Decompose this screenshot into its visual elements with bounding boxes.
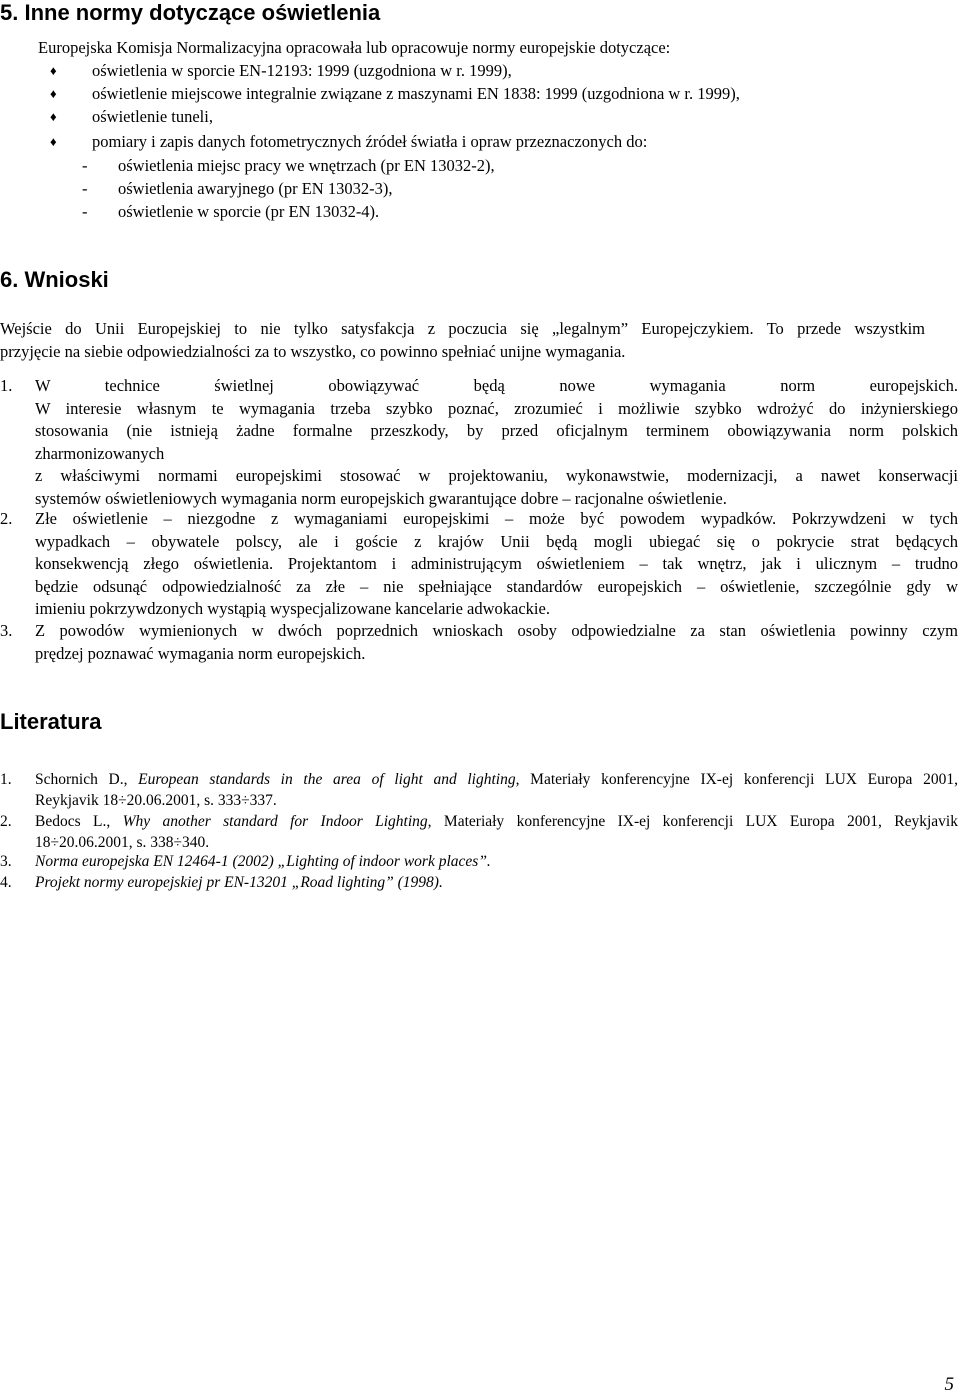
item-line: W technice świetlnej obowiązywać będą nowe wymagania norm europejskich.	[35, 376, 958, 395]
paragraph-line: przyjęcie na siebie odpowiedzialności za to wszystko, co powinno spełniać unijne wymagania.	[0, 341, 626, 361]
reference-title: European standards in the area of light and lighting,	[138, 771, 520, 788]
reference-line	[35, 769, 958, 790]
section-6-paragraph	[0, 318, 925, 363]
reference-source: Materiały konferencyjne IX-ej konferencji LUX Europa 2001, Reykjavik	[431, 813, 958, 830]
dash-marker: -	[82, 202, 88, 221]
item-number: 1.	[0, 376, 13, 395]
dash-marker: -	[82, 156, 88, 175]
item-number: 3.	[0, 621, 13, 640]
reference-body: Norma europejska EN 12464-1 (2002) „Lighting of indoor work places”.	[35, 853, 491, 870]
reference-line	[35, 811, 958, 832]
reference-number: 2.	[0, 813, 12, 830]
reference-author: Schornich D.,	[35, 771, 139, 788]
sub-item-text: oświetlenia miejsc pracy we wnętrzach (pr EN 13032-2),	[118, 156, 495, 175]
section-5-intro: Europejska Komisja Normalizacyjna opracowała lub opracowuje normy europejskie dotyczące:	[38, 38, 671, 57]
literature-heading: Literatura	[0, 709, 102, 734]
item-body	[35, 508, 958, 621]
item-number: 2.	[0, 509, 13, 528]
bullet-text: oświetlenie tuneli,	[92, 107, 213, 126]
reference-number: 4.	[0, 874, 12, 891]
bullet-text: oświetlenie miejscowe integralnie związane z maszynami EN 1838: 1999 (uzgodniona w r. 1999),	[92, 84, 740, 103]
paragraph-line: Wejście do Unii Europejskiej to nie tylko satysfakcja z poczucia się „legalnym” Europejczykiem. To przede wszystkim	[0, 319, 925, 338]
item-line: imieniu pokrzywdzonych wystąpią wyspecjalizowane kancelarie adwokackie.	[35, 599, 550, 618]
sub-item-text: oświetlenia awaryjnego (pr EN 13032-3),	[118, 179, 393, 198]
bullet-text: oświetlenia w sporcie EN-12193: 1999 (uzgodniona w r. 1999),	[92, 61, 512, 80]
item-body	[35, 620, 958, 665]
page-number: 5	[944, 1374, 954, 1395]
item-line: stosowania (nie istnieją żadne formalne przeszkody, by przed oficjalnym terminem obowiązywania norm polskich	[35, 421, 958, 440]
reference-number: 3.	[0, 853, 12, 870]
diamond-bullet-icon: ♦	[50, 86, 57, 101]
item-line: konsekwencją złego oświetlenia. Projektantom i administrującym oświetleniem – tak wnętrz, jak i ulicznym – trudno	[35, 554, 958, 573]
item-line: z właściwymi normami europejskimi stosować w projektowaniu, wykonawstwie, modernizacji, a nawet konserwacji	[35, 466, 958, 485]
reference-number: 1.	[0, 771, 12, 788]
diamond-bullet-icon: ♦	[50, 63, 57, 78]
item-line: systemów oświetleniowych wymagania norm europejskich gwarantujące dobre – racjonalne oświetlenie.	[35, 488, 727, 508]
item-line: będzie odsunąć odpowiedzialność za złe – nie spełniające standardów europejskich – oświetlenie, szczególnie gdy w	[35, 576, 958, 596]
item-line: prędzej poznawać wymagania norm europejskich.	[35, 643, 366, 663]
reference-body	[35, 769, 958, 811]
section-5-heading: 5. Inne normy dotyczące oświetlenia	[0, 0, 381, 25]
section-6-heading: 6. Wnioski	[0, 267, 109, 292]
dash-marker: -	[82, 179, 88, 198]
reference-title: Why another standard for Indoor Lighting,	[122, 813, 432, 830]
item-line: Z powodów wymienionych w dwóch poprzednich wnioskach osoby odpowiedzialne za stan oświetlenia powinny czym	[35, 621, 958, 640]
reference-source: Materiały konferencyjne IX-ej konferencji LUX Europa 2001,	[519, 771, 958, 788]
item-line: zharmonizowanych	[35, 443, 165, 463]
reference-author: Bedocs L.,	[35, 813, 123, 830]
item-line: Złe oświetlenie – niezgodne z wymaganiami europejskimi – może być powodem wypadków. Pokrzywdzeni w tych	[35, 509, 958, 528]
item-line: wypadkach – obywatele polscy, ale i goście z krajów Unii będą mogli ubiegać się o pokrycie strat będących	[35, 531, 958, 551]
sub-item-text: oświetlenie w sporcie (pr EN 13032-4).	[118, 202, 380, 221]
item-body	[35, 375, 958, 510]
reference-line: 18÷20.06.2001, s. 338÷340.	[35, 834, 210, 851]
reference-line: Reykjavik 18÷20.06.2001, s. 333÷337.	[35, 792, 277, 809]
diamond-bullet-icon: ♦	[50, 134, 57, 149]
item-line: W interesie własnym te wymagania trzeba szybko poznać, zrozumieć i możliwie szybko wdrożyć do inżynierskiego	[35, 398, 958, 418]
bullet-text: pomiary i zapis danych fotometrycznych źródeł światła i opraw przeznaczonych do:	[92, 132, 648, 151]
diamond-bullet-icon: ♦	[50, 109, 57, 124]
reference-body: Projekt normy europejskiej pr EN-13201 „Road lighting” (1998).	[35, 874, 443, 891]
reference-body	[35, 811, 958, 853]
